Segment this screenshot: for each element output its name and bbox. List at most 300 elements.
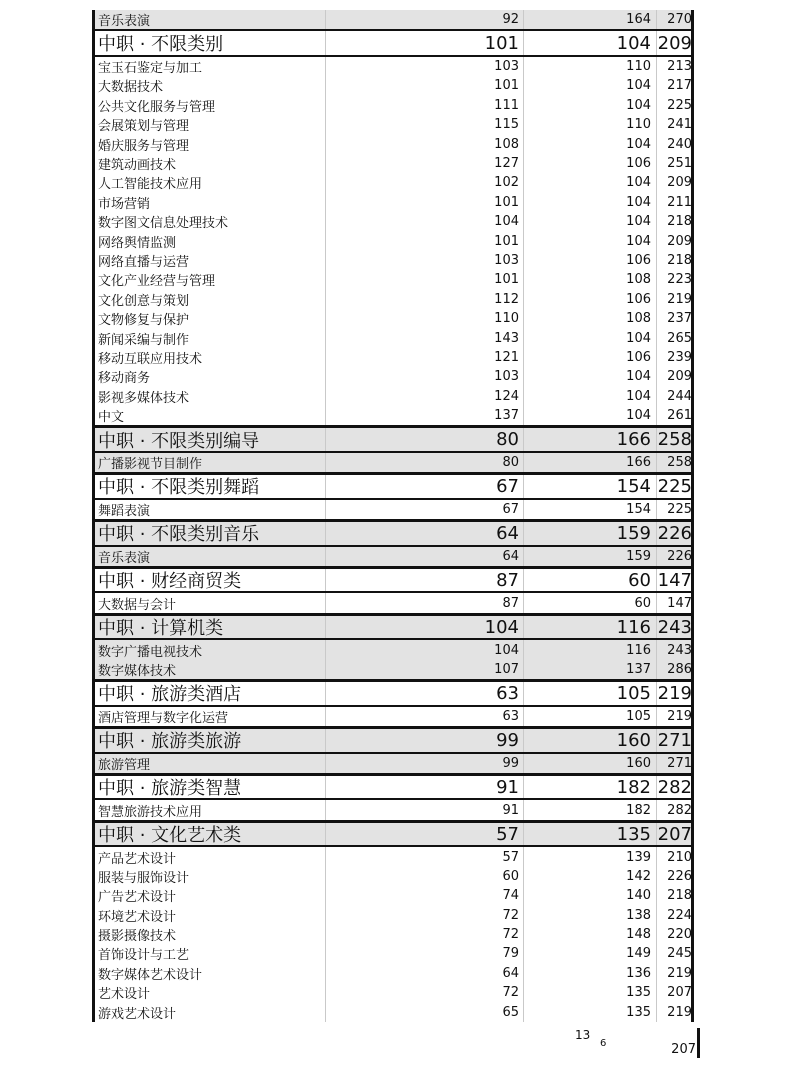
column-divider bbox=[656, 428, 657, 451]
column-divider bbox=[523, 522, 524, 545]
row-name: 产品艺术设计 bbox=[98, 851, 177, 867]
score-col-2: 116 bbox=[616, 616, 651, 638]
column-divider bbox=[523, 906, 524, 925]
major-row bbox=[92, 925, 694, 944]
score-col-1: 101 bbox=[494, 78, 519, 94]
score-col-1: 87 bbox=[502, 595, 519, 611]
row-name: 中职 · 不限类别舞蹈 bbox=[98, 477, 260, 499]
column-divider bbox=[523, 453, 524, 472]
score-total: 207 bbox=[657, 823, 692, 845]
major-row bbox=[92, 173, 694, 192]
score-total: 261 bbox=[667, 408, 692, 424]
score-total: 243 bbox=[667, 642, 692, 658]
column-divider bbox=[325, 886, 326, 905]
score-total: 240 bbox=[667, 136, 692, 152]
score-total: 218 bbox=[667, 214, 692, 230]
score-total: 225 bbox=[657, 475, 692, 497]
column-divider bbox=[656, 212, 657, 231]
major-row bbox=[92, 57, 694, 76]
column-divider bbox=[325, 660, 326, 679]
score-total: 271 bbox=[667, 755, 692, 771]
column-divider bbox=[523, 428, 524, 451]
major-row bbox=[92, 348, 694, 367]
score-col-2: 154 bbox=[616, 475, 651, 497]
row-name: 数字媒体技术 bbox=[98, 663, 177, 679]
score-col-1: 63 bbox=[502, 708, 519, 724]
score-total: 220 bbox=[667, 927, 692, 943]
row-name: 市场营销 bbox=[98, 196, 151, 212]
column-divider bbox=[325, 500, 326, 519]
major-row bbox=[92, 251, 694, 270]
score-col-1: 108 bbox=[494, 136, 519, 152]
score-col-1: 57 bbox=[496, 823, 519, 845]
column-divider bbox=[523, 847, 524, 866]
column-divider bbox=[523, 823, 524, 846]
score-total: 219 bbox=[657, 682, 692, 704]
column-divider bbox=[523, 500, 524, 519]
score-col-2: 106 bbox=[626, 156, 651, 172]
score-col-1: 64 bbox=[502, 548, 519, 564]
column-divider bbox=[523, 593, 524, 612]
score-col-2: 142 bbox=[626, 868, 651, 884]
major-row bbox=[92, 231, 694, 250]
column-divider bbox=[656, 1002, 657, 1021]
score-col-1: 79 bbox=[502, 946, 519, 962]
row-name: 文物修复与保护 bbox=[98, 313, 190, 329]
column-divider bbox=[523, 367, 524, 386]
column-divider bbox=[325, 906, 326, 925]
score-col-1: 115 bbox=[494, 117, 519, 133]
score-col-2: 104 bbox=[626, 330, 651, 346]
column-divider bbox=[656, 134, 657, 153]
major-row bbox=[92, 328, 694, 347]
column-divider bbox=[523, 387, 524, 406]
major-row bbox=[92, 76, 694, 95]
score-col-2: 136 bbox=[626, 965, 651, 981]
table-overflow-fragment bbox=[560, 1028, 700, 1058]
column-divider bbox=[523, 212, 524, 231]
column-divider bbox=[656, 348, 657, 367]
column-divider bbox=[523, 193, 524, 212]
row-name: 旅游管理 bbox=[98, 757, 151, 773]
column-divider bbox=[325, 154, 326, 173]
major-row bbox=[92, 800, 694, 819]
overflow-number: 13 bbox=[575, 1028, 591, 1042]
score-col-2: 106 bbox=[626, 252, 651, 268]
row-name: 广播影视节目制作 bbox=[98, 457, 203, 472]
column-divider bbox=[656, 290, 657, 309]
major-row bbox=[92, 406, 694, 425]
score-col-2: 182 bbox=[616, 776, 651, 798]
column-divider bbox=[523, 134, 524, 153]
column-divider bbox=[523, 31, 524, 55]
column-divider bbox=[325, 847, 326, 866]
score-col-2: 108 bbox=[626, 311, 651, 327]
score-total: 286 bbox=[667, 661, 692, 677]
score-col-1: 67 bbox=[496, 475, 519, 497]
row-name: 艺术设计 bbox=[98, 987, 151, 1003]
row-name: 文化产业经营与管理 bbox=[98, 274, 216, 290]
column-divider bbox=[656, 983, 657, 1002]
row-name: 广告艺术设计 bbox=[98, 890, 177, 906]
score-col-2: 137 bbox=[626, 661, 651, 677]
score-col-1: 103 bbox=[494, 369, 519, 385]
score-total: 219 bbox=[667, 708, 692, 724]
score-total: 225 bbox=[667, 97, 692, 113]
score-col-2: 166 bbox=[616, 429, 651, 451]
score-col-2: 110 bbox=[626, 117, 651, 133]
row-name: 大数据与会计 bbox=[98, 597, 177, 613]
score-total: 225 bbox=[667, 501, 692, 517]
score-col-2: 149 bbox=[626, 946, 651, 962]
row-name: 中职 · 文化艺术类 bbox=[98, 825, 242, 847]
column-divider bbox=[523, 983, 524, 1002]
row-name: 酒店管理与数字化运营 bbox=[98, 710, 229, 726]
row-name: 智慧旅游技术应用 bbox=[98, 804, 203, 820]
column-divider bbox=[325, 522, 326, 545]
score-total: 282 bbox=[657, 776, 692, 798]
major-row bbox=[92, 387, 694, 406]
score-col-1: 112 bbox=[494, 291, 519, 307]
column-divider bbox=[523, 96, 524, 115]
score-total: 270 bbox=[667, 12, 692, 28]
score-col-2: 104 bbox=[626, 194, 651, 210]
score-col-1: 107 bbox=[494, 661, 519, 677]
major-row bbox=[92, 847, 694, 866]
column-divider bbox=[656, 309, 657, 328]
column-divider bbox=[656, 847, 657, 866]
score-table bbox=[92, 10, 694, 1022]
score-col-1: 101 bbox=[494, 194, 519, 210]
score-total: 218 bbox=[667, 888, 692, 904]
row-name: 环境艺术设计 bbox=[98, 909, 177, 925]
column-divider bbox=[325, 10, 326, 29]
score-col-1: 72 bbox=[502, 985, 519, 1001]
row-name: 中职 · 财经商贸类 bbox=[98, 571, 242, 593]
column-divider bbox=[325, 925, 326, 944]
score-total: 209 bbox=[667, 369, 692, 385]
column-divider bbox=[656, 270, 657, 289]
score-col-1: 72 bbox=[502, 907, 519, 923]
score-total: 226 bbox=[657, 522, 692, 544]
score-col-2: 60 bbox=[628, 569, 651, 591]
score-total: 251 bbox=[667, 156, 692, 172]
column-divider bbox=[656, 886, 657, 905]
score-col-2: 140 bbox=[626, 888, 651, 904]
score-col-2: 104 bbox=[616, 32, 651, 54]
category-row bbox=[92, 566, 694, 594]
column-divider bbox=[325, 1002, 326, 1021]
major-row bbox=[92, 964, 694, 983]
column-divider bbox=[523, 964, 524, 983]
column-divider bbox=[656, 193, 657, 212]
score-total: 265 bbox=[667, 330, 692, 346]
score-col-2: 104 bbox=[626, 369, 651, 385]
column-divider bbox=[325, 547, 326, 566]
score-col-1: 137 bbox=[494, 408, 519, 424]
column-divider bbox=[325, 309, 326, 328]
score-col-1: 104 bbox=[494, 642, 519, 658]
column-divider bbox=[656, 823, 657, 846]
column-divider bbox=[523, 251, 524, 270]
column-divider bbox=[325, 707, 326, 726]
score-col-1: 87 bbox=[496, 569, 519, 591]
row-name: 网络舆情监测 bbox=[98, 235, 177, 251]
row-name: 舞蹈表演 bbox=[98, 503, 151, 519]
column-divider bbox=[523, 309, 524, 328]
score-col-1: 101 bbox=[484, 32, 519, 54]
score-col-2: 160 bbox=[626, 755, 651, 771]
column-divider bbox=[523, 682, 524, 705]
column-divider bbox=[656, 593, 657, 612]
score-col-2: 164 bbox=[626, 12, 651, 28]
column-divider bbox=[325, 776, 326, 799]
major-row bbox=[92, 1002, 694, 1021]
score-col-2: 104 bbox=[626, 97, 651, 113]
score-col-1: 60 bbox=[502, 868, 519, 884]
score-col-1: 143 bbox=[494, 330, 519, 346]
column-divider bbox=[523, 290, 524, 309]
score-total: 245 bbox=[667, 946, 692, 962]
column-divider bbox=[656, 707, 657, 726]
row-name: 移动商务 bbox=[98, 371, 151, 387]
column-divider bbox=[325, 682, 326, 705]
column-divider bbox=[325, 76, 326, 95]
column-divider bbox=[325, 729, 326, 752]
score-total: 243 bbox=[657, 616, 692, 638]
major-row bbox=[92, 906, 694, 925]
score-col-1: 80 bbox=[502, 455, 519, 470]
column-divider bbox=[656, 569, 657, 592]
score-col-1: 99 bbox=[496, 729, 519, 751]
score-col-1: 110 bbox=[494, 311, 519, 327]
score-col-2: 105 bbox=[626, 708, 651, 724]
row-name: 音乐表演 bbox=[98, 14, 151, 30]
major-row bbox=[92, 115, 694, 134]
column-divider bbox=[656, 231, 657, 250]
column-divider bbox=[656, 616, 657, 639]
score-col-2: 105 bbox=[616, 682, 651, 704]
column-divider bbox=[325, 475, 326, 498]
row-name: 中文 bbox=[98, 410, 125, 426]
score-col-1: 111 bbox=[494, 97, 519, 113]
score-total: 239 bbox=[667, 349, 692, 365]
column-divider bbox=[325, 134, 326, 153]
column-divider bbox=[656, 31, 657, 55]
column-divider bbox=[325, 569, 326, 592]
category-row bbox=[92, 820, 694, 848]
overflow-number: 6 bbox=[600, 1038, 607, 1049]
score-col-1: 72 bbox=[502, 927, 519, 943]
row-name: 中职 · 计算机类 bbox=[98, 618, 224, 640]
row-name: 首饰设计与工艺 bbox=[98, 948, 190, 964]
score-col-1: 127 bbox=[494, 156, 519, 172]
score-col-1: 64 bbox=[502, 965, 519, 981]
score-col-2: 135 bbox=[626, 985, 651, 1001]
score-total: 224 bbox=[667, 907, 692, 923]
row-name: 数字媒体艺术设计 bbox=[98, 967, 203, 983]
row-name: 婚庆服务与管理 bbox=[98, 138, 190, 154]
score-col-1: 57 bbox=[502, 849, 519, 865]
score-col-1: 124 bbox=[494, 388, 519, 404]
score-col-2: 104 bbox=[626, 136, 651, 152]
column-divider bbox=[523, 154, 524, 173]
column-divider bbox=[325, 193, 326, 212]
row-name: 摄影摄像技术 bbox=[98, 929, 177, 945]
column-divider bbox=[656, 522, 657, 545]
major-row bbox=[92, 290, 694, 309]
column-divider bbox=[325, 387, 326, 406]
column-divider bbox=[523, 800, 524, 819]
column-divider bbox=[523, 231, 524, 250]
row-name: 人工智能技术应用 bbox=[98, 177, 203, 193]
score-total: 209 bbox=[657, 32, 692, 54]
column-divider bbox=[523, 776, 524, 799]
major-row bbox=[92, 593, 694, 612]
column-divider bbox=[656, 729, 657, 752]
category-row bbox=[92, 29, 694, 57]
column-divider bbox=[523, 729, 524, 752]
column-divider bbox=[523, 475, 524, 498]
score-total: 147 bbox=[667, 595, 692, 611]
column-divider bbox=[523, 640, 524, 659]
column-divider bbox=[325, 867, 326, 886]
column-divider bbox=[656, 867, 657, 886]
score-col-1: 91 bbox=[496, 776, 519, 798]
score-total: 258 bbox=[667, 455, 692, 470]
score-col-2: 104 bbox=[626, 233, 651, 249]
column-divider bbox=[656, 660, 657, 679]
column-divider bbox=[325, 270, 326, 289]
row-name: 大数据技术 bbox=[98, 80, 164, 96]
score-col-1: 99 bbox=[502, 755, 519, 771]
column-divider bbox=[656, 406, 657, 425]
column-divider bbox=[325, 328, 326, 347]
score-total: 241 bbox=[667, 117, 692, 133]
column-divider bbox=[523, 1002, 524, 1021]
major-row bbox=[92, 193, 694, 212]
column-divider bbox=[325, 823, 326, 846]
column-divider bbox=[656, 800, 657, 819]
column-divider bbox=[523, 348, 524, 367]
score-total: 209 bbox=[667, 233, 692, 249]
score-total: 258 bbox=[657, 429, 692, 451]
row-name: 音乐表演 bbox=[98, 550, 151, 566]
row-name: 宝玉石鉴定与加工 bbox=[98, 61, 203, 77]
category-row bbox=[92, 773, 694, 801]
score-col-1: 64 bbox=[496, 522, 519, 544]
overflow-total: 207 bbox=[671, 1042, 696, 1057]
row-name: 数字广播电视技术 bbox=[98, 644, 203, 660]
column-divider bbox=[325, 57, 326, 76]
score-total: 219 bbox=[667, 965, 692, 981]
column-divider bbox=[656, 96, 657, 115]
column-divider bbox=[523, 707, 524, 726]
column-divider bbox=[325, 348, 326, 367]
score-total: 213 bbox=[667, 59, 692, 75]
column-divider bbox=[325, 212, 326, 231]
score-col-1: 104 bbox=[494, 214, 519, 230]
column-divider bbox=[325, 31, 326, 55]
column-divider bbox=[656, 964, 657, 983]
score-col-2: 106 bbox=[626, 291, 651, 307]
score-total: 217 bbox=[667, 78, 692, 94]
score-total: 282 bbox=[667, 802, 692, 818]
column-divider bbox=[656, 173, 657, 192]
score-col-1: 101 bbox=[494, 272, 519, 288]
column-divider bbox=[325, 964, 326, 983]
column-divider bbox=[523, 115, 524, 134]
major-row bbox=[92, 453, 694, 472]
major-row bbox=[92, 367, 694, 386]
score-col-2: 108 bbox=[626, 272, 651, 288]
score-col-2: 116 bbox=[626, 642, 651, 658]
major-row bbox=[92, 983, 694, 1002]
score-total: 147 bbox=[657, 569, 692, 591]
column-divider bbox=[523, 616, 524, 639]
score-col-1: 101 bbox=[494, 233, 519, 249]
column-divider bbox=[325, 428, 326, 451]
score-col-1: 121 bbox=[494, 349, 519, 365]
major-row bbox=[92, 886, 694, 905]
column-divider bbox=[656, 925, 657, 944]
score-total: 226 bbox=[667, 548, 692, 564]
column-divider bbox=[656, 57, 657, 76]
column-divider bbox=[325, 983, 326, 1002]
row-name: 数字图文信息处理技术 bbox=[98, 216, 229, 232]
column-divider bbox=[325, 115, 326, 134]
column-divider bbox=[523, 57, 524, 76]
column-divider bbox=[325, 593, 326, 612]
column-divider bbox=[656, 154, 657, 173]
score-col-2: 110 bbox=[626, 59, 651, 75]
row-name: 中职 · 旅游类旅游 bbox=[98, 731, 242, 753]
row-name: 中职 · 不限类别编导 bbox=[98, 430, 260, 452]
score-col-2: 138 bbox=[626, 907, 651, 923]
column-divider bbox=[325, 944, 326, 963]
score-col-2: 104 bbox=[626, 175, 651, 191]
row-name: 新闻采编与制作 bbox=[98, 332, 190, 348]
score-col-2: 159 bbox=[626, 548, 651, 564]
score-total: 244 bbox=[667, 388, 692, 404]
column-divider bbox=[325, 453, 326, 472]
score-col-2: 182 bbox=[626, 802, 651, 818]
row-name: 中职 · 不限类别 bbox=[98, 34, 224, 56]
column-divider bbox=[656, 776, 657, 799]
major-row bbox=[92, 707, 694, 726]
score-total: 219 bbox=[667, 1004, 692, 1020]
major-row bbox=[92, 944, 694, 963]
column-divider bbox=[656, 387, 657, 406]
major-row bbox=[92, 212, 694, 231]
score-col-1: 92 bbox=[502, 12, 519, 28]
score-total: 219 bbox=[667, 291, 692, 307]
row-name: 移动互联应用技术 bbox=[98, 351, 203, 367]
column-divider bbox=[656, 251, 657, 270]
row-name: 建筑动画技术 bbox=[98, 158, 177, 174]
column-divider bbox=[325, 173, 326, 192]
column-divider bbox=[656, 640, 657, 659]
score-col-2: 104 bbox=[626, 388, 651, 404]
column-divider bbox=[656, 367, 657, 386]
row-name: 游戏艺术设计 bbox=[98, 1006, 177, 1022]
score-total: 218 bbox=[667, 252, 692, 268]
column-divider bbox=[523, 925, 524, 944]
column-divider bbox=[523, 886, 524, 905]
column-divider bbox=[656, 944, 657, 963]
column-divider bbox=[523, 547, 524, 566]
score-total: 207 bbox=[667, 985, 692, 1001]
